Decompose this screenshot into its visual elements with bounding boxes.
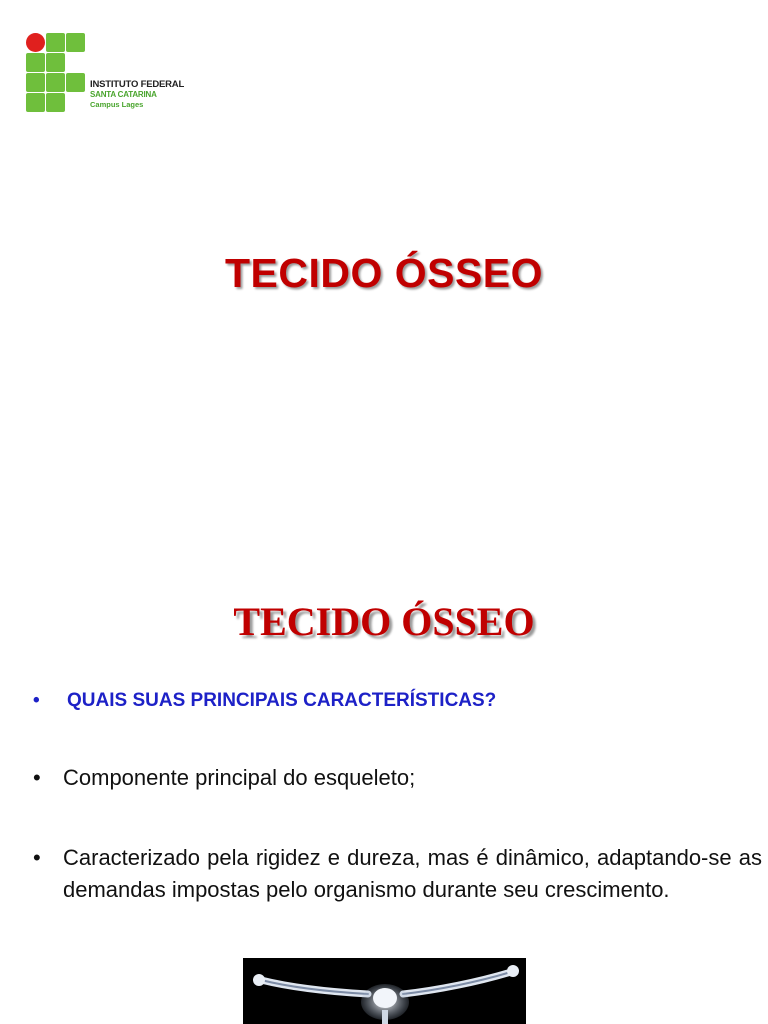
logo-institution: INSTITUTO FEDERAL xyxy=(90,79,185,90)
slide-title: TECIDO ÓSSEO xyxy=(224,250,544,296)
bullet-marker: • xyxy=(33,845,41,870)
logo-state: SANTA CATARINA xyxy=(90,90,157,99)
logo-text xyxy=(90,80,184,110)
slide-title: TECIDO ÓSSEO xyxy=(233,599,535,644)
skeleton-xray-image xyxy=(243,958,526,1024)
logo-campus: Campus Lages xyxy=(90,100,144,109)
institution-logo xyxy=(24,31,194,115)
list-item xyxy=(33,842,762,906)
bullet-text: QUAIS SUAS PRINCIPAIS CARACTERÍSTICAS? xyxy=(67,690,497,711)
bullet-text: Caracterizado pela rigidez e dureza, mas é dinâmico, adaptando-se as demandas impostas pelo organismo durante seu crescimento. xyxy=(63,845,762,902)
logo-grid-icon xyxy=(24,31,88,113)
bullet-text: Componente principal do esqueleto; xyxy=(63,765,416,790)
bullet-marker: • xyxy=(33,690,40,711)
content-slide xyxy=(0,540,768,1024)
question-bullet xyxy=(33,685,762,717)
bullet-marker: • xyxy=(33,765,41,790)
list-item xyxy=(33,762,762,794)
